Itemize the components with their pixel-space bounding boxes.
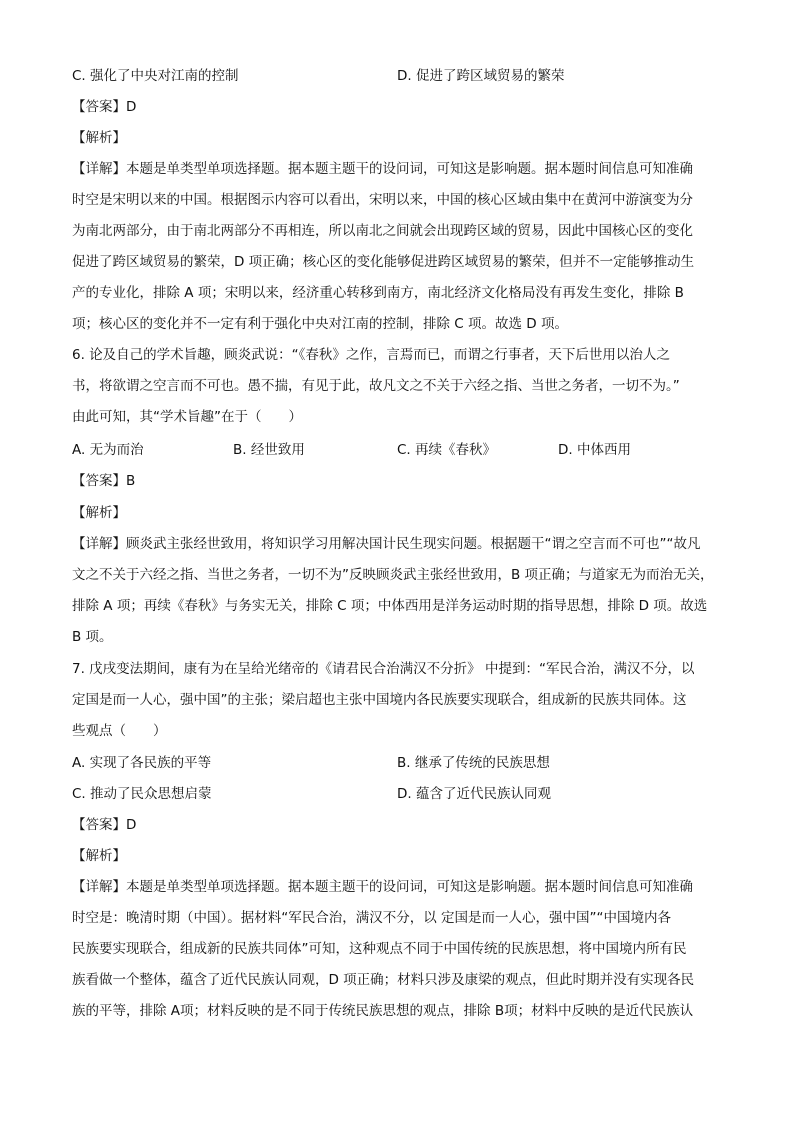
q7-analysis-line: 【详解】本题是单类型单项选择题。据本题主题干的设问词，可知这是影响题。据本题时间信息可知准确: [72, 879, 693, 895]
q7-analysis-label: 【解析】: [72, 848, 126, 864]
q7-option-b: B. 继承了传统的民族思想: [397, 755, 550, 771]
q7-option-c: C. 推动了民众思想启蒙: [72, 786, 212, 802]
q5-analysis-line: 产的专业化，排除 A 项；宋明以来，经济重心转移到南方，南北经济文化格局没有再发生变化，排除 B: [72, 285, 684, 301]
q7-analysis-line: 族看做一个整体，蕴含了近代民族认同观，D 项正确；材料只涉及康梁的观点，但此时期并没有实现各民: [72, 972, 695, 988]
q5-answer: 【答案】D: [72, 99, 137, 115]
q5-option-d: D. 促进了跨区域贸易的繁荣: [397, 68, 565, 84]
q6-analysis-line: 【详解】顾炎武主张经世致用，将知识学习用解决国计民生现实问题。根据题干“谓之空言而不可也”“故凡: [72, 536, 701, 552]
q7-stem-line: 些观点（ ）: [72, 723, 167, 739]
q6-stem-line: 6. 论及自己的学术旨趣，顾炎武说：“《春秋》之作，言焉而已，而谓之行事者，天下后世用以治人之: [72, 347, 670, 363]
q7-analysis-line: 时空是：晚清时期（中国）。据材料“军民合治，满汉不分，以 定国是而一人心，强中国”“中国境内各: [72, 910, 672, 926]
q5-analysis-line: 促进了跨区域贸易的繁荣，D 项正确；核心区的变化能够促进跨区域贸易的繁荣，但并不一定能够推动生: [72, 254, 695, 270]
q6-analysis-label: 【解析】: [72, 505, 126, 521]
q7-option-a: A. 实现了各民族的平等: [72, 755, 212, 771]
q6-option-a: A. 无为而治: [72, 442, 144, 458]
q7-analysis-line: 族的平等，排除 A项；材料反映的是不同于传统民族思想的观点，排除 B项；材料中反映的是近代民族认: [72, 1003, 694, 1019]
q7-option-d: D. 蕴含了近代民族认同观: [397, 786, 551, 802]
q5-analysis-line: 【详解】本题是单类型单项选择题。据本题主题干的设问词，可知这是影响题。据本题时间信息可知准确: [72, 161, 693, 177]
q5-analysis-line: 时空是宋明以来的中国。根据图示内容可以看出，宋明以来，中国的核心区域由集中在黄河中游演变为分: [72, 192, 693, 208]
q5-analysis-line: 项；核心区的变化并不一定有利于强化中央对江南的控制，排除 C 项。故选 D 项。: [72, 316, 568, 332]
q7-stem-line: 定国是而一人心，强中国”的主张；梁启超也主张中国境内各民族要实现联合，组成新的民族共同体。这: [72, 692, 687, 708]
q6-option-c: C. 再续《春秋》: [397, 442, 497, 458]
q7-answer: 【答案】D: [72, 817, 137, 833]
q6-analysis-line: 文之不关于六经之指、当世之务者，一切不为”反映顾炎武主张经世致用，B 项正确；与道家无为而治无关，: [72, 567, 714, 583]
q6-option-b: B. 经世致用: [233, 442, 305, 458]
q6-answer: 【答案】B: [72, 473, 136, 489]
q6-option-d: D. 中体西用: [558, 442, 631, 458]
q5-analysis-label: 【解析】: [72, 130, 126, 146]
q6-stem-line: 书，将欲谓之空言而不可也。愚不揣，有见于此，故凡文之不关于六经之指、当世之务者，一切不为。”: [72, 378, 680, 394]
q6-analysis-line: 排除 A 项；再续《春秋》与务实无关，排除 C 项；中体西用是洋务运动时期的指导思想，排除 D 项。故选: [72, 598, 708, 614]
q7-analysis-line: 民族要实现联合，组成新的民族共同体”可知，这种观点不同于中国传统的民族思想，将中国境内所有民: [72, 941, 687, 957]
q5-option-c: C. 强化了中央对江南的控制: [72, 68, 239, 84]
q7-stem-line: 7. 戊戌变法期间，康有为在呈给光绪帝的《请君民合治满汉不分折》 中提到：“军民合治，满汉不分，以: [72, 661, 695, 677]
q5-analysis-line: 为南北两部分，由于南北两部分不再相连，所以南北之间就会出现跨区域的贸易，因此中国核心区的变化: [72, 223, 693, 239]
q6-analysis-line: B 项。: [72, 629, 113, 645]
q6-stem-line: 由此可知，其“学术旨趣”在于（ ）: [72, 409, 302, 425]
